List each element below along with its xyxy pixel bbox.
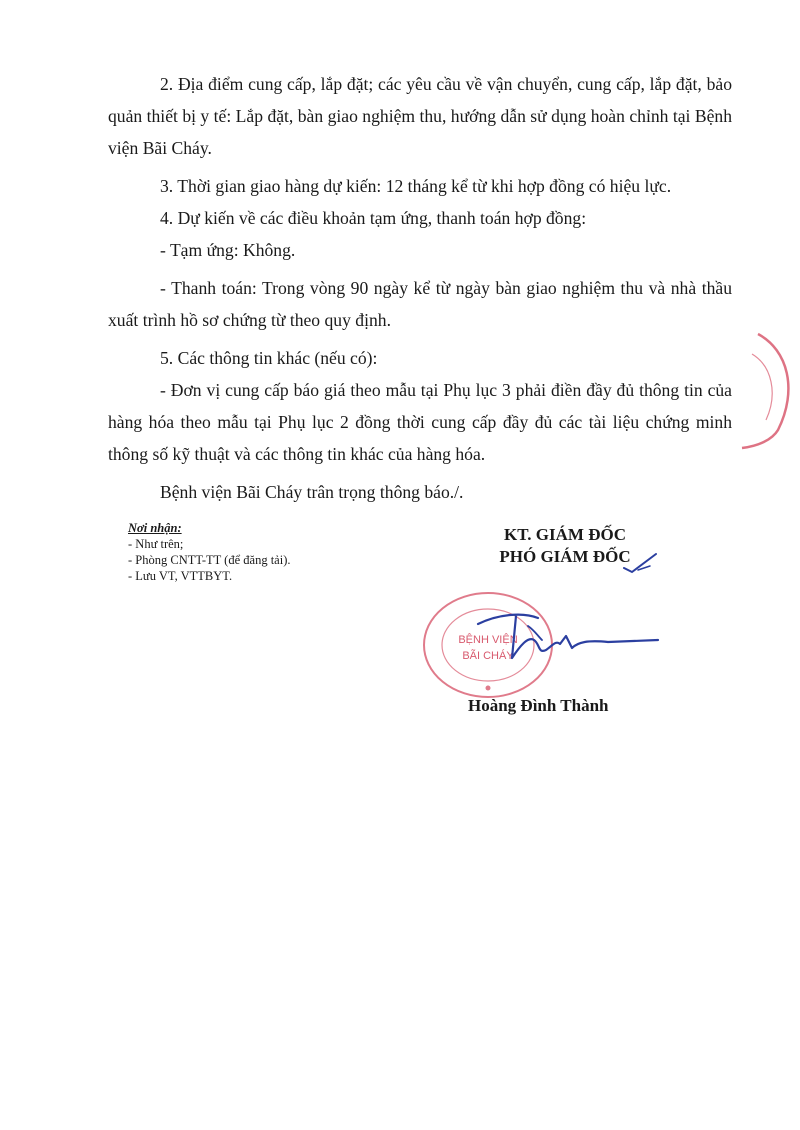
initial-mark-icon [620,548,660,576]
document-body [108,68,732,508]
edge-stamp-fragment [728,330,800,450]
paragraph-advance: - Tạm ứng: Không. [160,240,296,260]
handwritten-signature [468,596,668,676]
recipient-item: - Như trên; [128,537,184,551]
signer-title-line2: PHÓ GIÁM ĐỐC [499,547,631,566]
recipients-block [128,520,290,584]
closing-line: Bệnh viện Bãi Cháy trân trọng thông báo./. [160,482,464,502]
stamp-text-line2: BÃI CHÁY [462,650,514,662]
paragraph-item-5: 5. Các thông tin khác (nếu có): [160,348,378,368]
recipient-item: - Phòng CNTT-TT (để đăng tải). [128,553,291,567]
paragraph-other-info: - Đơn vị cung cấp báo giá theo mẫu tại Phụ lục 3 phải điền đầy đủ thông tin của hàng hóa theo mẫu tại Phụ lục 2 đồng thời cung cấp đầy đủ các tài liệu chứng minh thông số kỹ thuật và các thông tin khác của hàng hóa. [108,380,732,464]
stamp-text-line1: BỆNH VIỆN [458,634,518,646]
paragraph-payment: - Thanh toán: Trong vòng 90 ngày kể từ ngày bàn giao nghiệm thu và nhà thầu xuất trình hồ sơ chứng từ theo quy định. [108,278,732,330]
paragraph-item-3: 3. Thời gian giao hàng dự kiến: 12 tháng kể từ khi hợp đồng có hiệu lực. [160,176,672,196]
signer-name: Hoàng Đình Thành [468,696,609,715]
recipients-title: Nơi nhận: [128,521,182,535]
paragraph-item-2: 2. Địa điểm cung cấp, lắp đặt; các yêu cầu về vận chuyển, cung cấp, lắp đặt, bảo quản thiết bị y tế: Lắp đặt, bàn giao nghiệm thu, hướng dẫn sử dụng hoàn chỉnh tại Bệnh viện Bãi Cháy. [108,74,732,158]
recipient-item: - Lưu VT, VTTBYT. [128,569,233,583]
paragraph-item-4: 4. Dự kiến về các điều khoản tạm ứng, thanh toán hợp đồng: [160,208,587,228]
signer-title-line1: KT. GIÁM ĐỐC [504,525,626,544]
